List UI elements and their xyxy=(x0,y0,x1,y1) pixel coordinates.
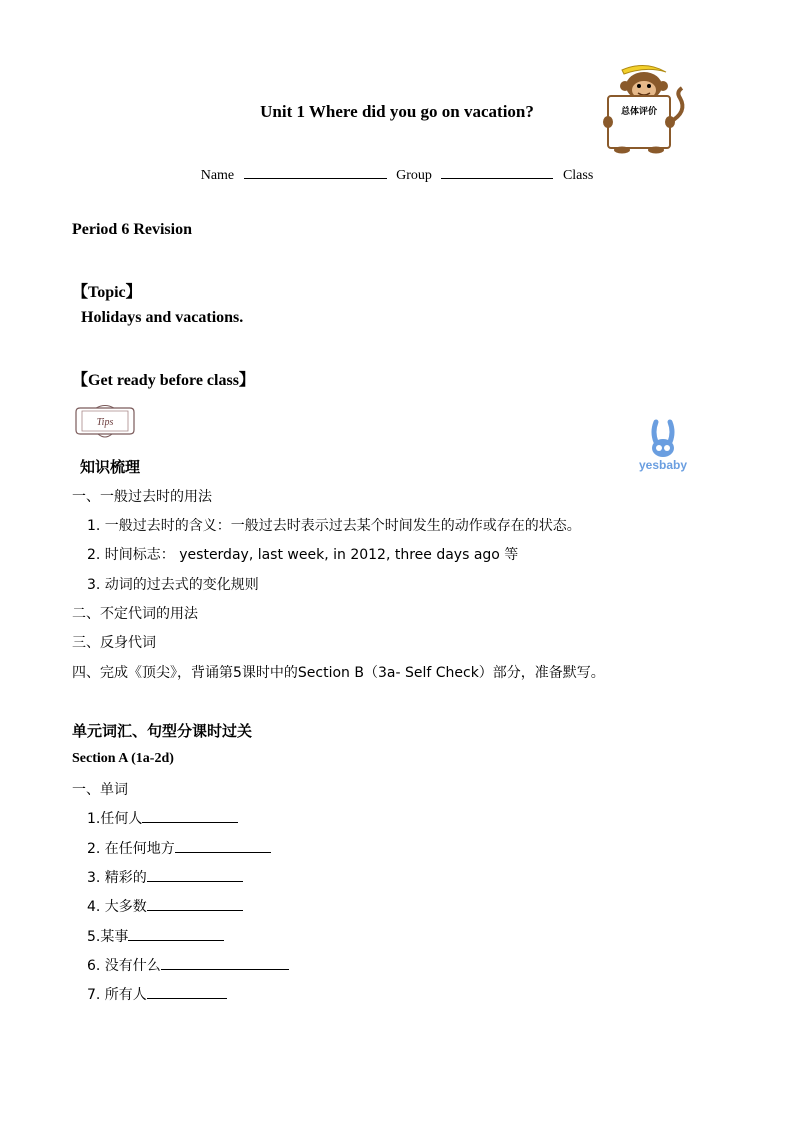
word-prompt: 7. 所有人 xyxy=(87,987,147,1003)
topic-text: Holidays and vacations. xyxy=(81,309,244,326)
word-item xyxy=(87,984,227,1004)
period-heading: Period 6 Revision xyxy=(72,221,192,238)
word-item xyxy=(87,867,243,887)
name-label: Name xyxy=(200,168,235,183)
knowledge-item: 二、不定代词的用法 xyxy=(72,606,198,622)
answer-blank[interactable] xyxy=(142,808,238,823)
section-heading: Section A (1a-2d) xyxy=(72,751,174,766)
get-ready-heading: 【Get ready before class】 xyxy=(72,372,255,389)
badge-label: 总体评价 xyxy=(620,107,658,117)
word-prompt: 3. 精彩的 xyxy=(87,870,147,886)
student-info-line xyxy=(0,164,794,184)
yesbaby-logo xyxy=(632,418,694,476)
logo-text: yesbaby xyxy=(638,458,688,472)
word-item xyxy=(87,896,243,916)
word-item xyxy=(87,808,238,828)
knowledge-item: 2. 时间标志： yesterday, last week, in 2012, three days ago 等 xyxy=(87,547,519,563)
word-item xyxy=(87,926,224,946)
knowledge-item: 1. 一般过去时的含义：一般过去时表示过去某个时间发生的动作或存在的状态。 xyxy=(87,518,581,534)
word-prompt: 1.任何人 xyxy=(87,811,143,827)
knowledge-item: 四、完成《顶尖》，背诵第5课时中的Section B（3a- Self Check）部分，准备默写。 xyxy=(72,665,605,681)
group-label: Group xyxy=(396,168,432,183)
answer-blank[interactable] xyxy=(147,984,227,999)
answer-blank[interactable] xyxy=(128,926,224,941)
words-subheading: 一、单词 xyxy=(72,782,128,798)
topic-heading: 【Topic】 xyxy=(72,284,142,301)
answer-blank[interactable] xyxy=(175,838,271,853)
knowledge-heading: 知识梳理 xyxy=(80,458,141,476)
tips-ornament-icon xyxy=(74,404,136,440)
knowledge-item: 三、反身代词 xyxy=(72,635,156,651)
word-item xyxy=(87,838,271,858)
page-title: Unit 1 Where did you go on vacation? xyxy=(260,102,534,121)
word-prompt: 4. 大多数 xyxy=(87,899,147,915)
monkey-evaluation-badge xyxy=(600,62,690,154)
word-prompt: 5.某事 xyxy=(87,929,129,945)
group-blank[interactable] xyxy=(441,164,553,179)
knowledge-item: 一、一般过去时的用法 xyxy=(72,489,212,505)
word-item xyxy=(87,955,289,975)
knowledge-item: 3. 动词的过去式的变化规则 xyxy=(87,577,259,593)
word-prompt: 6. 没有什么 xyxy=(87,958,161,974)
answer-blank[interactable] xyxy=(147,867,243,882)
unit-check-heading: 单元词汇、句型分课时过关 xyxy=(72,722,253,740)
name-blank[interactable] xyxy=(244,164,387,179)
word-prompt: 2. 在任何地方 xyxy=(87,841,175,857)
answer-blank[interactable] xyxy=(161,955,289,970)
answer-blank[interactable] xyxy=(147,896,243,911)
tips-label: Tips xyxy=(96,417,114,428)
class-label: Class xyxy=(562,168,594,183)
